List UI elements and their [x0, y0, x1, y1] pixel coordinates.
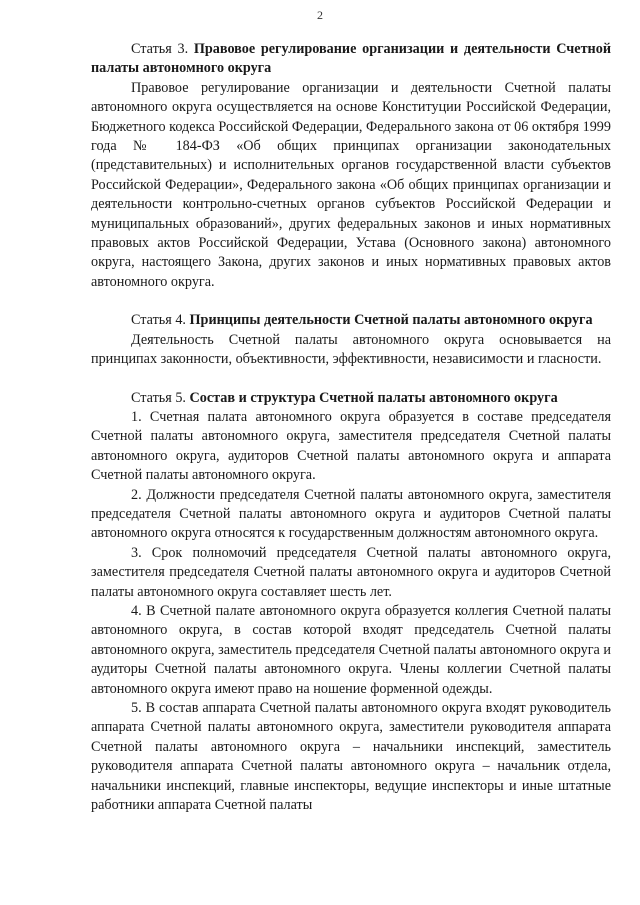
article-title: Состав и структура Счетной палаты автономного округа [189, 389, 558, 406]
article-heading [91, 311, 611, 330]
document-body [91, 40, 611, 815]
article-5 [91, 389, 611, 816]
article-label: Статья 5. [131, 389, 186, 406]
article-paragraph: 3. Срок полномочий председателя Счетной палаты автономного округа, заместителя председателя Счетной палаты автономного округа и аудиторов Счетной палаты автономного округа составляет шесть лет. [91, 544, 611, 600]
article-paragraph: 5. В состав аппарата Счетной палаты автономного округа входят руководитель аппарата Счетной палаты автономного округа, заместители руководителя аппарата Счетной палаты автономного округа – начальники инспекций, заместитель руководителя аппарата Счетной палаты автономного округа – начальник отдела, начальники инспекций, главные инспекторы, ведущие инспекторы и иные штатные работники аппарата Счетной палаты [91, 700, 611, 814]
article-paragraph: 4. В Счетной палате автономного округа образуется коллегия Счетной палаты автономного округа, в состав которой входят председатель Счетной палаты автономного округа, заместитель председателя Счетной палаты автономного округа и аудиторы Счетной палаты автономного округа. Члены коллегии Счетной палаты автономного округа имеют право на ношение форменной одежды. [91, 602, 611, 697]
article-paragraph: 2. Должности председателя Счетной палаты автономного округа, заместителя председателя Счетной палаты автономного округа и аудиторов Счетной палаты автономного округа относятся к государственным должностям автономного округа. [91, 486, 611, 542]
article-paragraph: Правовое регулирование организации и деятельности Счетной палаты автономного округа осуществляется на основе Конституции Российской Федерации, Бюджетного кодекса Российской Федерации, Федерального закона от 06 октября 1999 года № 184-ФЗ «Об общих принципах организации законодательных (представительных) и исполнительных органов государственной власти субъектов Российской Федерации», Федерального закона «Об общих принципах организации и деятельности контрольно-счетных органов субъектов Российской Федерации и муниципальных образований», других федеральных законов и иных нормативных правовых актов Российской Федерации, Устава (Основного закона) автономного округа, настоящего Закона, других законов и иных нормативных правовых актов автономного округа. [91, 79, 611, 290]
article-title: Правовое регулирование организации и деятельности Счетной палаты автономного округа [91, 41, 611, 77]
article-heading [91, 389, 611, 408]
page-number: 2 [317, 8, 323, 22]
article-4 [91, 311, 611, 369]
article-label: Статья 4. [131, 312, 186, 329]
article-3 [91, 40, 611, 292]
article-title: Принципы деятельности Счетной палаты автономного округа [189, 312, 593, 329]
article-heading [91, 40, 611, 79]
article-paragraph: 1. Счетная палата автономного округа образуется в составе председателя Счетной палаты автономного округа, заместителя председателя Счетной палаты автономного округа, аудиторов Счетной палаты автономного округа и аппарата Счетной палаты автономного округа. [91, 408, 611, 484]
article-label: Статья 3. [131, 41, 189, 57]
article-paragraph: Деятельность Счетной палаты автономного округа основывается на принципах законности, объективности, эффективности, независимости и гласности. [91, 331, 611, 368]
